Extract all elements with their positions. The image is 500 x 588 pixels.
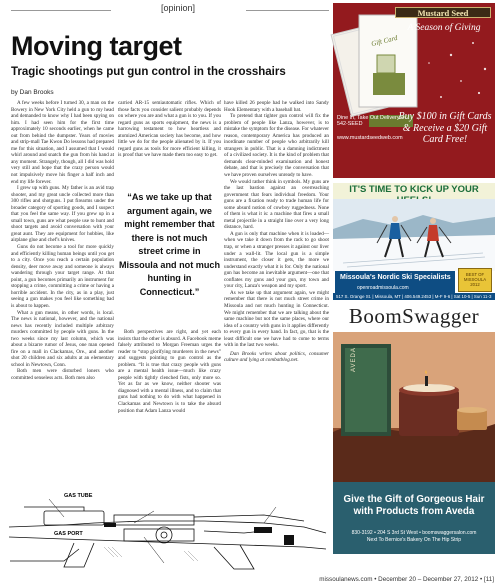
ad3-headline: Give the Gift of Gorgeous Hair with Products from Aveda <box>333 482 495 530</box>
paragraph: Both perspectives are right, and yet each insists that the other is absurd. A Facebook meme falsely attributed to Morgan Freeman urges the reader to “stop glorifying murderers in the news” and suggests pointing to gun control as the problem. “It is true that crazy people with guns are a mental health issue—much like crazy people with tightly clenched fists, only more so. Yet as far as we know, neither shooter was diagnosed with a mental illness, and to claim that guns had nothing to do with what happened in Clackamas and Newtown is to take the absurd position that Adam Lanza would <box>118 329 221 414</box>
nordic-ski-ad[interactable] <box>333 183 495 299</box>
ad2-website: openroadmissoula.com <box>335 284 455 293</box>
ad1-delivery: Dine In, Take Out Delivery • 542-SEED <box>337 115 403 128</box>
article-column-2-lower <box>118 329 221 482</box>
paragraph: Both men were disturbed loners who committed senseless acts. Both men also <box>11 368 114 381</box>
ad2-headline: IT'S TIME TO KICK UP YOUR <box>349 184 479 195</box>
paragraph: As we take up that argument again, we might remember that there is not much street crime in Missoula and not much hunting in Connecticut. We might remember that we are talking about the same machine but not the same places, where our idea of a country with guns in it applies differently to every gun in every hand. In fact, go, that is the least difficult one we have had to come to terms with in the last two weeks. <box>224 289 329 349</box>
ad3-contact: 830-3192 • 204 S 3rd St West • boomswaggersalon.com <box>351 530 477 536</box>
paragraph: I grew up with guns. My father is an avid trap shooter, and my great uncle collected more than 300 rifles and shotguns. I put firearms under the broader category of sporting goods, and I suspect that you feel the same way. If you grew up in a small town, guns are what people use to hunt and shoot targets and avoid conversation with your great aunt. They are equipment for hobbies, like airplane glue and chef's knives. <box>11 185 114 244</box>
boom-swagger-logo: BoomSwagger <box>348 304 480 328</box>
gift-card-label: Gift Card <box>370 33 399 49</box>
rifle-diagram <box>4 487 330 575</box>
ad2-address-bar: 517 S. Orange St. | Missoula, MT | 406.549.2453 | M-F 9-6 | Sat 10-5 | Sun 11-3 <box>333 293 495 300</box>
paragraph: A few weeks before I turned 30, a man on the Bowery in New York City held a gun to my head and demanded to know why I had been spying on him. I had seen him for the first time approximately 10 seconds earlier, when he came out from behind the dumpster. Years of movies and strip-mall Tae Kwon Do lessons had prepared me for this situation, and I assumed that I would whirl around and snatch the gun from his hand at any moment. Strangely, though, all I did was hold very still and hope that the crazy person would not impulsively move his finger a half inch and end my life forever. <box>11 100 114 185</box>
rifle-line-drawing <box>4 487 330 575</box>
article-deck: Tragic shootings put gun control in the crosshairs <box>11 66 286 78</box>
article-column-2 <box>118 100 221 188</box>
paragraph: have killed 26 people had he walked into Sandy Hook Elementary with a baseball bat. <box>224 100 329 113</box>
paragraph: carried AR-15 semiautomatic rifles. Which of those facts you consider salient probably depends on where you are and what a gun is to you. If you regard guns as sports equipment, the news is a harrowing testament to how heartless and atomized American society has become, and how little we do for the people alienated by it. If you regard guns as tools for more efficient killing, it is proof that we have made them too easy to get. <box>118 100 221 159</box>
skiers-photo <box>333 199 495 271</box>
mustard-seed-ad[interactable] <box>333 3 495 178</box>
pull-quote: “As we take up that argument again, we might remember that there is not much street crime in Missoula and not much hunting in Connecticut.” <box>118 192 221 297</box>
aveda-products-photo <box>333 332 495 482</box>
paragraph: What a gun means, in other words, is local. The news is national, however, and the national news has recently included multiple arbitrary murders committed by people with guns. In the two weeks since my last column, which was about a bizarre rumor of Jesus, one man opened fire on a mall in Clackamas, Ore., and another shot 20 children and six adults at an elementary school in Newtown, Conn. <box>11 309 114 368</box>
ad1-website: www.mustardseedweb.com <box>337 135 403 141</box>
paragraph: To pretend that tighter gun control will fix the problem of people like Lanza, however, is to mistake the symptom for the disease. For whatever reason, contemporary America has produced an inordinate number of people who arbitrarily kill strangers in public. That is a damning indictment of a civilized society. It is the kind of problem that demands clear-minded examination and honest debate, and that is precisely the conversation that we have proven ourselves unready to have. <box>224 113 329 179</box>
paragraph: A gun is only that machine when it is loaded—when we take it down from the rack to go shoot trap, or when a stranger presses it against our liver under a wall-lit. The local gun is a simple instrument, the closer it gets, the more we understand exactly what it is for. Only the national gun has become an inevitable argument—one that conflates my guns and your gun, my town and your city, Lanza's weapon and my sport. <box>224 230 329 290</box>
aveda-box-label: AVEDA <box>351 347 357 372</box>
diagram-label-gas-tube: GAS TUBE <box>64 493 93 499</box>
best-of-badge: BEST OF MISSOULA 2012 <box>458 268 492 292</box>
section-rule-right <box>246 10 329 11</box>
article-byline: by Dan Brooks <box>11 89 54 96</box>
ad3-location: Next To Bernice's Bakery On The Hip Strip <box>366 537 462 543</box>
ad3-info <box>333 530 495 554</box>
ad1-offer: Buy $100 in Gift Cards & Receive a $20 Gift Card Free! <box>398 111 492 145</box>
boom-swagger-ad[interactable] <box>333 302 495 574</box>
article-column-1 <box>11 100 114 482</box>
section-rule-left <box>11 10 111 11</box>
section-tag: [opinion] <box>160 3 196 13</box>
paragraph: We would rather think in symbols. My guns are the last bastion against an overreaching government that fears individual freedom. Your guns are a fixation ready to trade human life for some absurd notion of cowboy ruggedness. None of them is what it is: a machine that fires a small metal projectile in a straight line over a very long distance, hard. <box>224 178 329 231</box>
page-footer: missoulanews.com • December 20 – December 27, 2012 • [11] <box>319 576 494 583</box>
paragraph: Guns do not become a tool for more quickly and efficiently killing human beings until you get to a city. Once you reach a certain population density, deer move away and someone is always wandering through your target range. At that point, a gun becomes primarily an instrument for stopping a crime, committing a crime or having a horrible accident. In the city, as in a play, just seeing a gun makes you feel like something bad is about to happen. <box>11 244 114 309</box>
article-column-3 <box>224 100 329 482</box>
mustard-seed-logo: Mustard Seed <box>395 7 491 18</box>
author-bio: Dan Brooks writes about politics, consumer culture and lying at combatblog.net. <box>224 350 329 364</box>
ad1-tagline: A Season of Giving <box>407 23 481 33</box>
ad2-store-name: Missoula's Nordic Ski Specialists <box>335 271 455 284</box>
diagram-label-gas-port: GAS PORT <box>54 531 83 537</box>
article-headline: Moving target <box>11 31 182 61</box>
